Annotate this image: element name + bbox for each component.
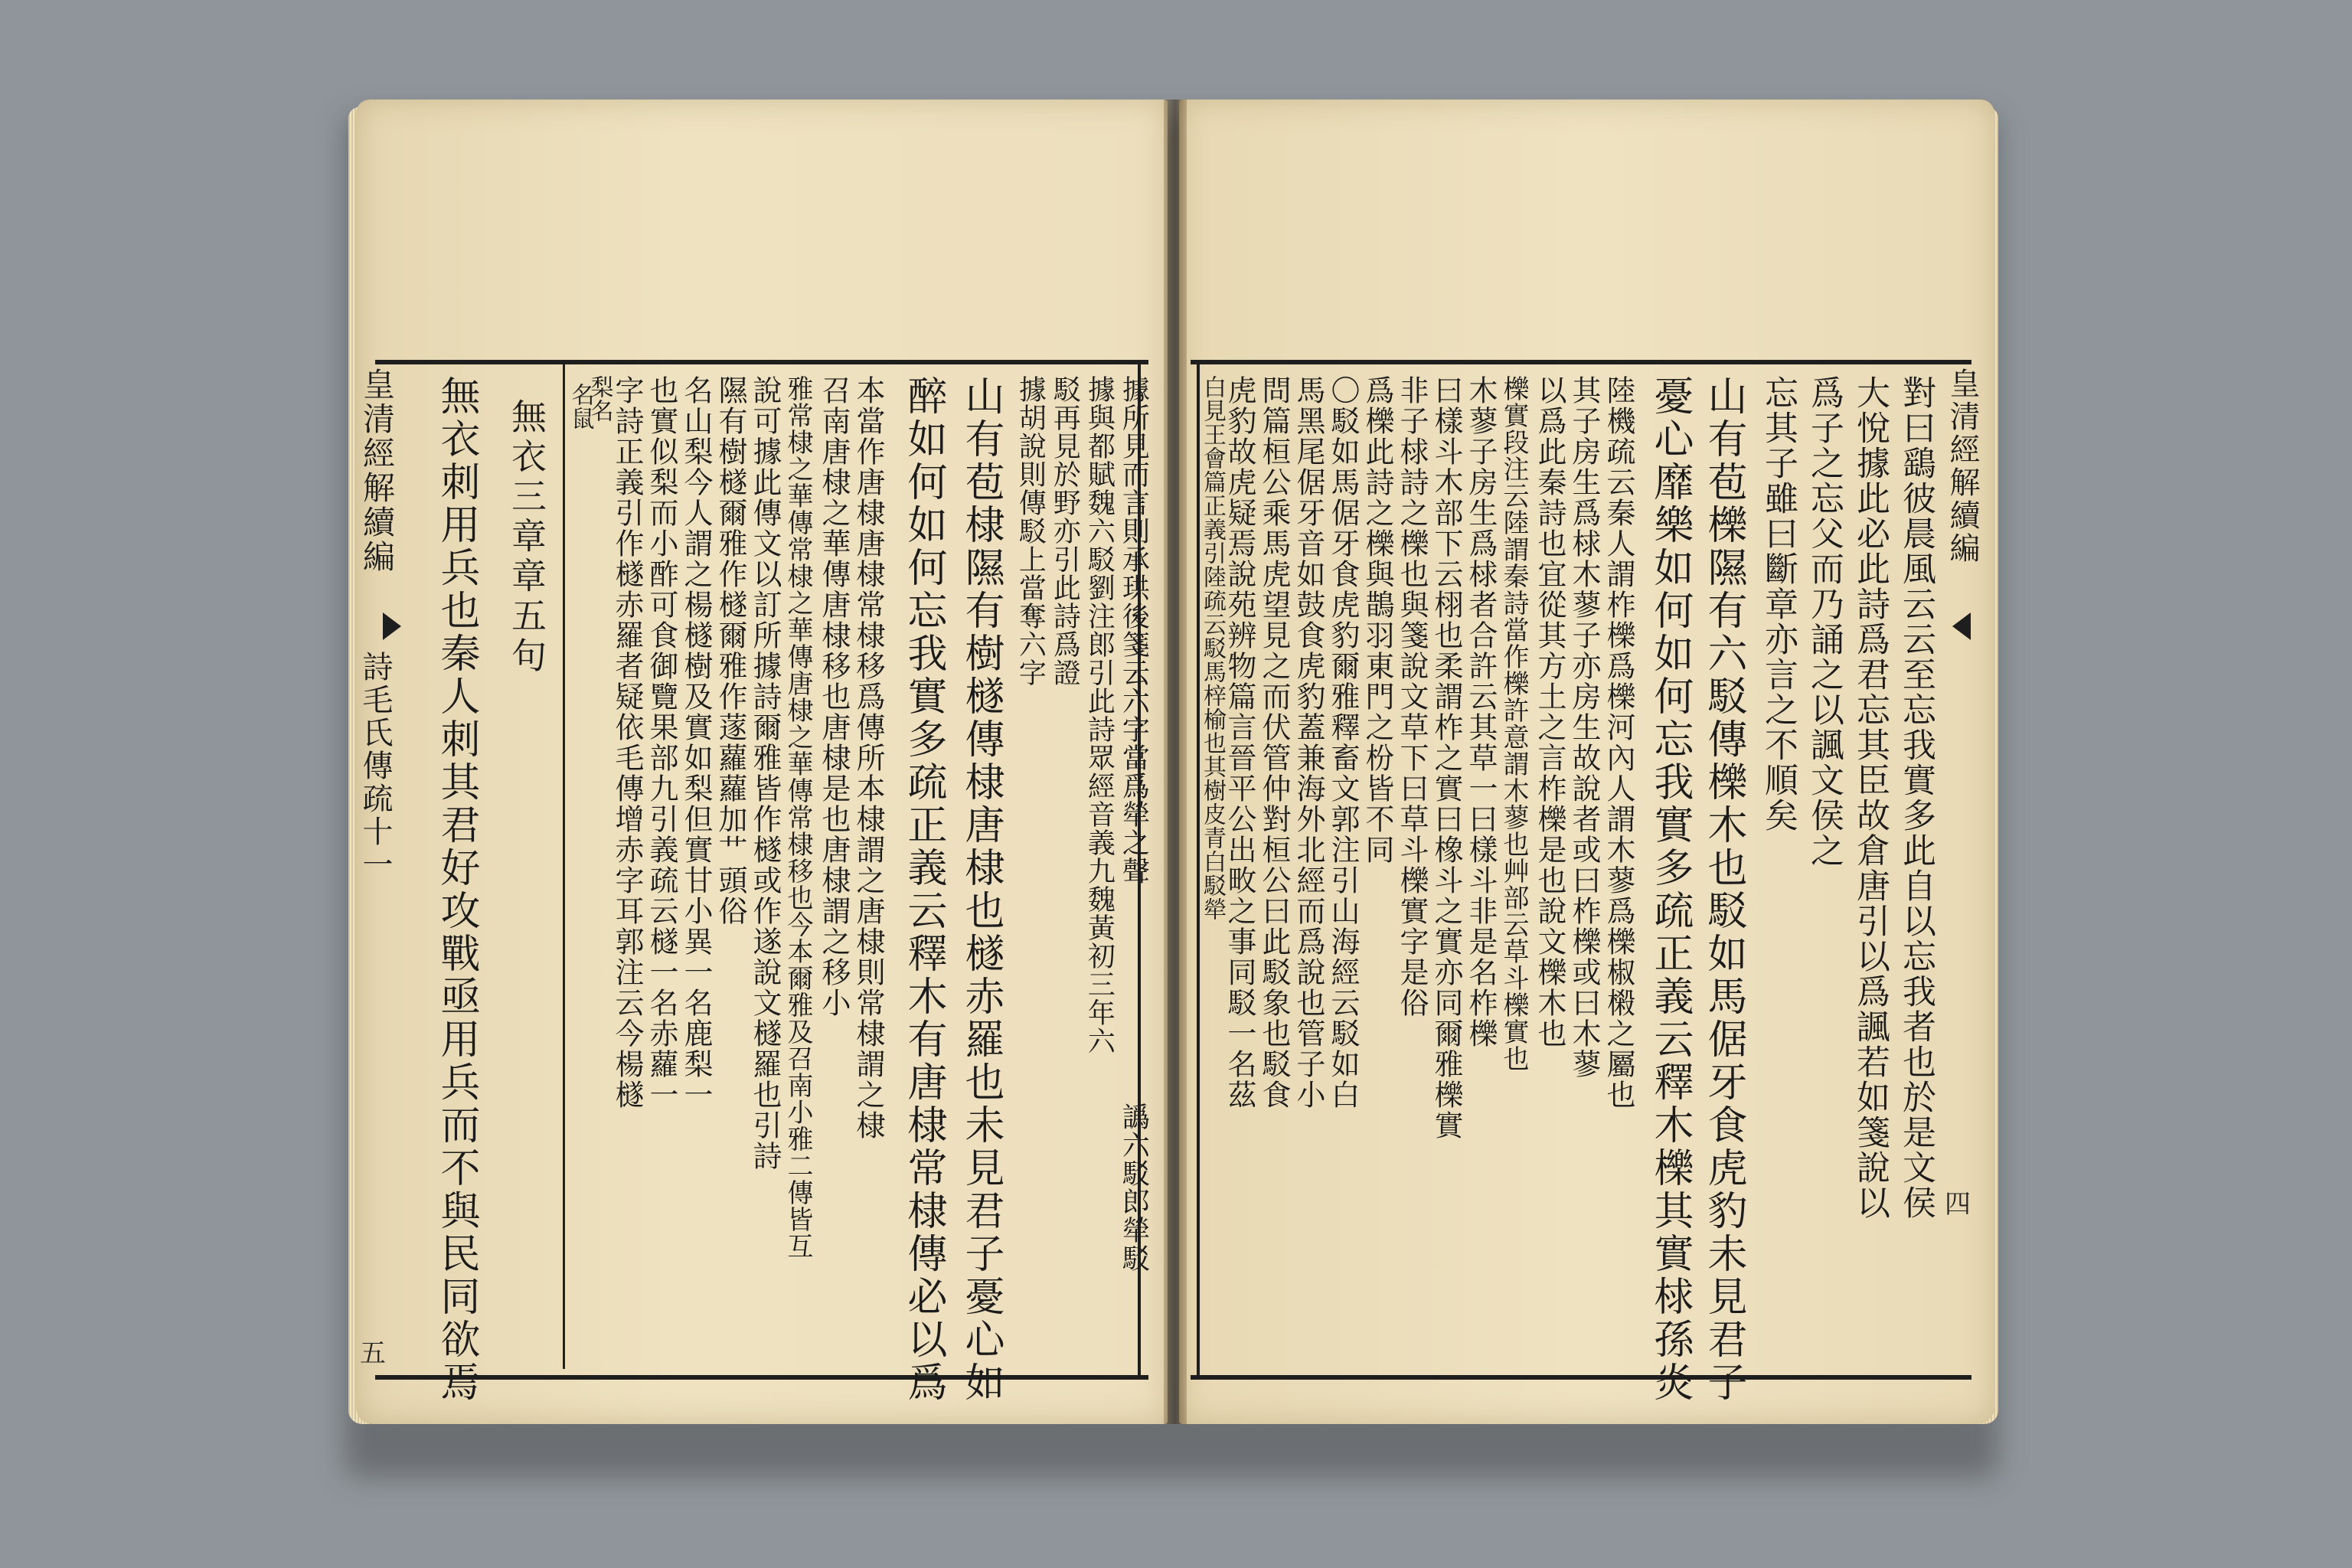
column-rule [563,364,565,1369]
text-column-small: 據與都賦魏六駁劉注郎引此詩眾經音義九魏黃初三年六 [1083,375,1116,1055]
right-banner-title: 皇清經解續編 [1945,368,1980,565]
text-column: 非子梂詩之櫟也與箋說文草下曰草斗櫟實字是俗 [1395,375,1429,1018]
text-column-spill [1200,375,1201,471]
text-column: 櫟實段注云陸謂秦詩當作櫟許意謂木蓼也艸部云草斗櫟實也 [1498,375,1529,1072]
text-column: 也實似梨而小酢可食御覽果部九引義疏云檖一名赤蘿一 [645,375,678,1110]
text-column: 憂心靡樂如何如何忘我實多疏正義云釋木櫟其實梂孫炎 [1647,375,1693,1404]
left-page-number: 五 [360,1338,386,1369]
right-page-number: 四 [1945,1189,1971,1220]
text-column: 隰有樹檖爾雅作檖爾雅作蓫蘿蘿加艹頭俗 [714,375,747,926]
text-column: 山有苞櫟隰有六駁傳櫟木也駁如馬倨牙食虎豹未見君子 [1700,375,1746,1404]
text-column: 以爲此秦詩也宜從其方土之言柞櫟是也說文櫟木也 [1533,375,1566,1049]
text-column: 字詩正義引作檖赤羅者疑依毛傳增赤字耳郭注云今楊檖 [610,375,644,1110]
fold-mark-left [383,612,401,640]
text-column-small: 據所見而言則承珙後箋云六字當爲犖之聲 [1118,375,1150,885]
text-column-small: 駁再見於野亦引此詩爲證 [1049,375,1081,687]
text-column: 虎豹故虎疑焉說苑辨物篇言晉平公出畋之事同駁一名茲 [1223,375,1256,1110]
text-column: 木蓼子房生爲梂者合許云其草一曰樣斗非是名柞櫟 [1464,375,1498,1049]
text-column: 說可據此傳文以訂所據詩爾雅皆作檖或作遂說文檖羅也引詩 [748,375,782,1171]
text-column: 白見王會篇正義引陸疏云駁馬梓榆也其樹皮青白駁犖 [1199,375,1226,921]
text-column: 無衣刺用兵也秦人刺其君好攻戰亟用兵而不與民同欲焉 [433,375,479,1404]
text-column: 雅常棣之華傳常棣之華傳唐棣之華傳常棣移也今本爾雅及召南小雅二傳皆互 [782,375,813,1259]
left-banner-title: 皇清經解續編 [358,368,396,574]
text-column: 名山梨今人謂之楊檖樹及實如梨但實甘小異一名鹿梨一 [679,375,713,1110]
left-section-title: 詩毛氏傳疏十一 [358,651,393,881]
text-column: 召南唐棣之華傳唐棣移也唐棣是也唐棣謂之移小 [817,375,851,1018]
text-column: 忘其子雖曰斷章亦言之不順矣 [1759,375,1798,833]
text-column: 本當作唐棣唐棣常棣移爲傳所本棣謂之唐棣則常棣謂之棣 [851,375,885,1141]
text-column: 〇駁如馬倨牙食虎豹爾雅釋畜文郭注引山海經云駁如白 [1326,375,1360,1110]
text-column-small: 梨名 [586,375,613,423]
text-column: 山有苞棣隰有樹檖傳棣唐棣也檖赤羅也未見君子憂心如 [958,375,1004,1404]
book-gutter [1164,100,1187,1424]
text-column-small: 據胡說則傳駁上當奪六字 [1014,375,1047,687]
text-column: 曰樣斗木部下云栩也柔謂柞之實曰橡斗之實亦同爾雅櫟實 [1429,375,1463,1141]
text-column: 問篇桓公乘馬虎望見之而伏管仲對桓公曰此駁象也駁食 [1257,375,1291,1110]
text-column: 大悅據此必此詩爲君忘其臣故倉唐引以爲諷若如箋說以 [1851,375,1890,1220]
text-column: 爲櫟此詩之櫟與鵲羽東門之枌皆不同 [1361,375,1394,865]
text-column: 爲子之忘父而乃誦之以諷文侯之 [1805,375,1844,868]
text-column: 對曰鷂彼晨風云云至忘我實多此自以忘我者也於是文侯 [1896,375,1936,1220]
fold-mark-right [1952,612,1971,640]
text-column: 馬黑尾倨牙音如鼓食虎豹蓋兼海外北經而爲說也管子小 [1292,375,1325,1110]
text-column: 醉如何如何忘我實多疏正義云釋木有唐棣常棣傳必以爲 [900,375,946,1404]
text-column: 其子房生爲梂木蓼子亦房生故說者或曰柞櫟或曰木蓼 [1567,375,1601,1080]
text-column: 陸機疏云秦人謂柞櫟爲櫟河內人謂木蓼爲櫟椒樧之屬也 [1602,375,1635,1110]
text-column-small: 譌六駁郎犖駁 [1118,1102,1150,1272]
text-column-small: 名鼠 [567,383,594,430]
text-column-heading: 無衣三章章五句 [506,398,547,677]
